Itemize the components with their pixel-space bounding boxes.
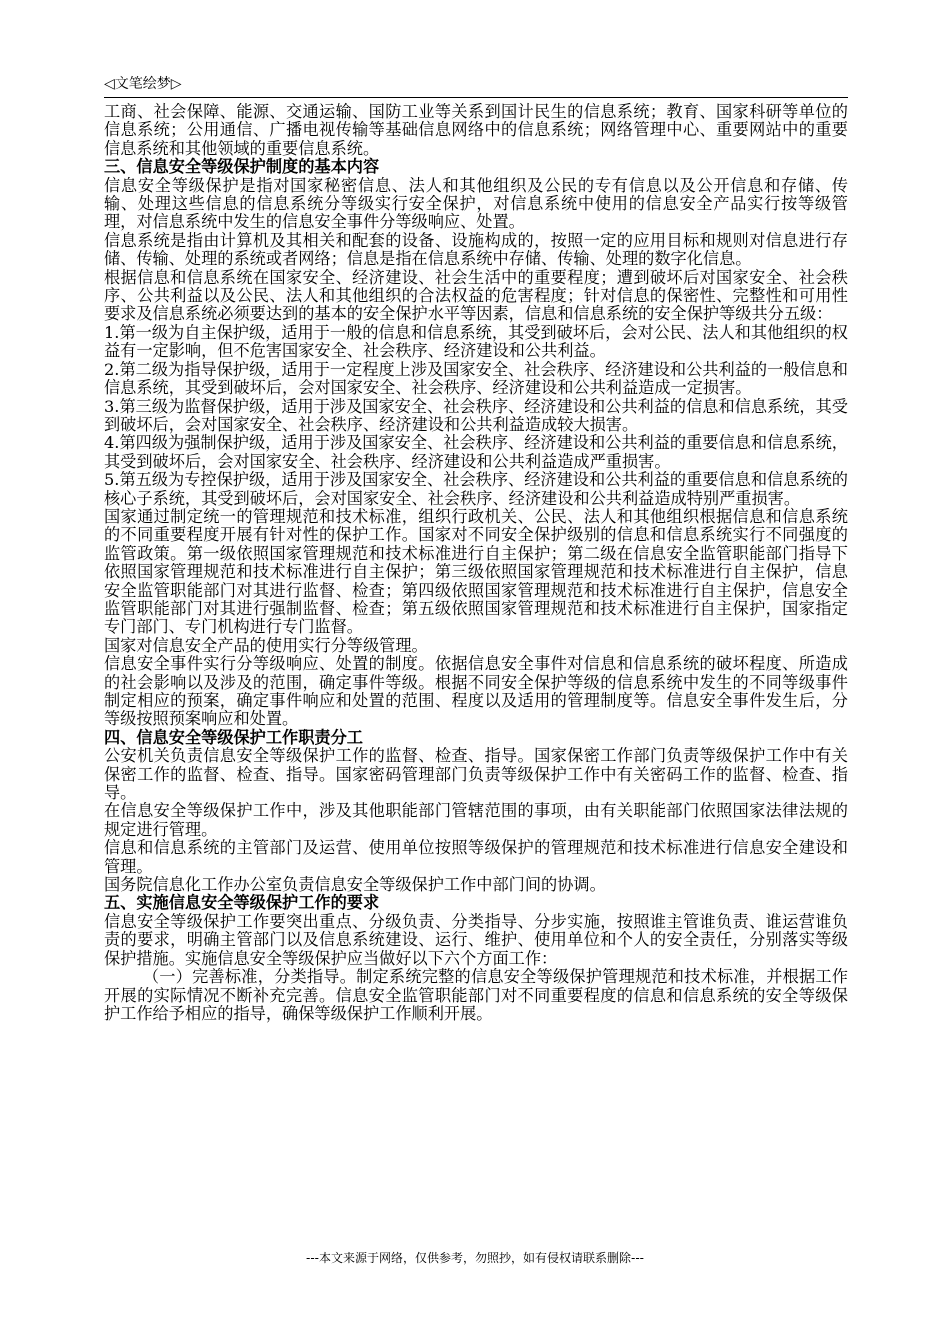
page-footer xyxy=(0,1250,950,1266)
list-item-level-3: 3.第三级为监督保护级，适用于涉及国家安全、社会秩序、经济建设和公共利益的信息和信息系统，其受到破坏后，会对国家安全、社会秩序、经济建设和公共利益造成较大损害。 xyxy=(104,396,848,434)
header-divider xyxy=(104,97,848,98)
paragraph: 国家对信息安全产品的使用实行分等级管理。 xyxy=(104,635,428,655)
footer-disclaimer: ---本文来源于网络，仅供参考，勿照抄，如有侵权请联系删除--- xyxy=(306,1251,644,1265)
header-title: ◁文笔绘梦▷ xyxy=(104,76,182,92)
section-heading-3: 三、信息安全等级保护制度的基本内容 xyxy=(104,157,380,177)
paragraph: 信息安全事件实行分等级响应、处置的制度。依据信息安全事件对信息和信息系统的破坏程度、所造成的社会影响以及涉及的范围，确定事件等级。根据不同安全保护等级的信息系统中发生的不同等级事件制定相应的预案，确定事件响应和处置的范围、程度以及适用的管理制度等。信息安全事件发生后，分等级按照预案响应和处置。 xyxy=(104,654,848,729)
paragraph: 信息和信息系统的主管部门及运营、使用单位按照等级保护的管理规范和技术标准进行信息安全建设和管理。 xyxy=(104,838,848,876)
paragraph: 信息安全等级保护工作要突出重点、分级负责、分类指导、分步实施，按照谁主管谁负责、谁运营谁负责的要求，明确主管部门以及信息系统建设、运行、维护、使用单位和个人的安全责任，分别落实等级保护措施。实施信息安全等级保护应当做好以下六个方面工作： xyxy=(104,911,848,968)
paragraph: 工商、社会保障、能源、交通运输、国防工业等关系到国计民生的信息系统；教育、国家科研等单位的信息系统；公用通信、广播电视传输等基础信息网络中的信息系统；网络管理中心、重要网站中的重要信息系统和其他领域的重要信息系统。 xyxy=(104,102,848,158)
paragraph: 在信息安全等级保护工作中，涉及其他职能部门管辖范围的事项，由有关职能部门依照国家法律法规的规定进行管理。 xyxy=(104,801,848,839)
paragraph-indented: （一）完善标准，分类指导。制定系统完整的信息安全等级保护管理规范和技术标准，并根据工作开展的实际情况不断补充完善。信息安全监管职能部门对不同重要程度的信息和信息系统的安全等级保护工作给予相应的指导，确保等级保护工作顺利开展。 xyxy=(104,967,848,1023)
section-heading-5: 五、实施信息安全等级保护工作的要求 xyxy=(104,893,380,913)
paragraph: 国家通过制定统一的管理规范和技术标准，组织行政机关、公民、法人和其他组织根据信息和信息系统的不同重要程度开展有针对性的保护工作。国家对不同安全保护级别的信息和信息系统实行不同强度的监管政策。第一级依照国家管理规范和技术标准进行自主保护；第二级在信息安全监管职能部门指导下依照国家管理规范和技术标准进行自主保护；第三级依照国家管理规范和技术标准进行自主保护，信息安全监管职能部门对其进行监督、检查；第四级依照国家管理规范和技术标准进行自主保护，信息安全监管职能部门对其进行强制监督、检查；第五级依照国家管理规范和技术标准进行自主保护，国家指定专门部门、专门机构进行专门监督。 xyxy=(104,506,848,637)
document-body xyxy=(104,103,848,1023)
list-item-level-2: 2.第二级为指导保护级，适用于一定程度上涉及国家安全、社会秩序、经济建设和公共利益的一般信息和信息系统，其受到破坏后，会对国家安全、社会秩序、经济建设和公共利益造成一定损害。 xyxy=(104,359,848,398)
section-heading-4: 四、信息安全等级保护工作职责分工 xyxy=(104,727,363,747)
paragraph: 根据信息和信息系统在国家安全、经济建设、社会生活中的重要程度；遭到破坏后对国家安全、社会秩序、公共利益以及公民、法人和其他组织的合法权益的危害程度；针对信息的保密性、完整性和可用性要求及信息系统必须要达到的基本的安全保护水平等因素，信息和信息系统的安全保护等级共分五级： xyxy=(104,267,848,324)
paragraph: 公安机关负责信息安全等级保护工作的监督、检查、指导。国家保密工作部门负责等级保护工作中有关保密工作的监督、检查、指导。国家密码管理部门负责等级保护工作中有关密码工作的监督、检查、指导。 xyxy=(104,746,848,803)
paragraph: 信息系统是指由计算机及其相关和配套的设备、设施构成的，按照一定的应用目标和规则对信息进行存储、传输、处理的系统或者网络；信息是指在信息系统中存储、传输、处理的数字化信息。 xyxy=(104,230,848,269)
paragraph: 国务院信息化工作办公室负责信息安全等级保护工作中部门间的协调。 xyxy=(104,875,606,895)
list-item-level-1: 1.第一级为自主保护级，适用于一般的信息和信息系统，其受到破坏后，会对公民、法人和其他组织的权益有一定影响，但不危害国家安全、社会秩序、经济建设和公共利益。 xyxy=(104,322,848,361)
list-item-level-5: 5.第五级为专控保护级，适用于涉及国家安全、社会秩序、经济建设和公共利益的重要信息和信息系统的核心子系统，其受到破坏后，会对国家安全、社会秩序、经济建设和公共利益造成特别严重损害。 xyxy=(104,470,848,508)
paragraph: 信息安全等级保护是指对国家秘密信息、法人和其他组织及公民的专有信息以及公开信息和存储、传输、处理这些信息的信息系统分等级实行安全保护，对信息系统中使用的信息安全产品实行按等级管理，对信息系统中发生的信息安全事件分等级响应、处置。 xyxy=(104,175,848,232)
list-item-level-4: 4.第四级为强制保护级，适用于涉及国家安全、社会秩序、经济建设和公共利益的重要信息和信息系统，其受到破坏后，会对国家安全、社会秩序、经济建设和公共利益造成严重损害。 xyxy=(104,433,848,471)
page-header xyxy=(104,74,848,94)
